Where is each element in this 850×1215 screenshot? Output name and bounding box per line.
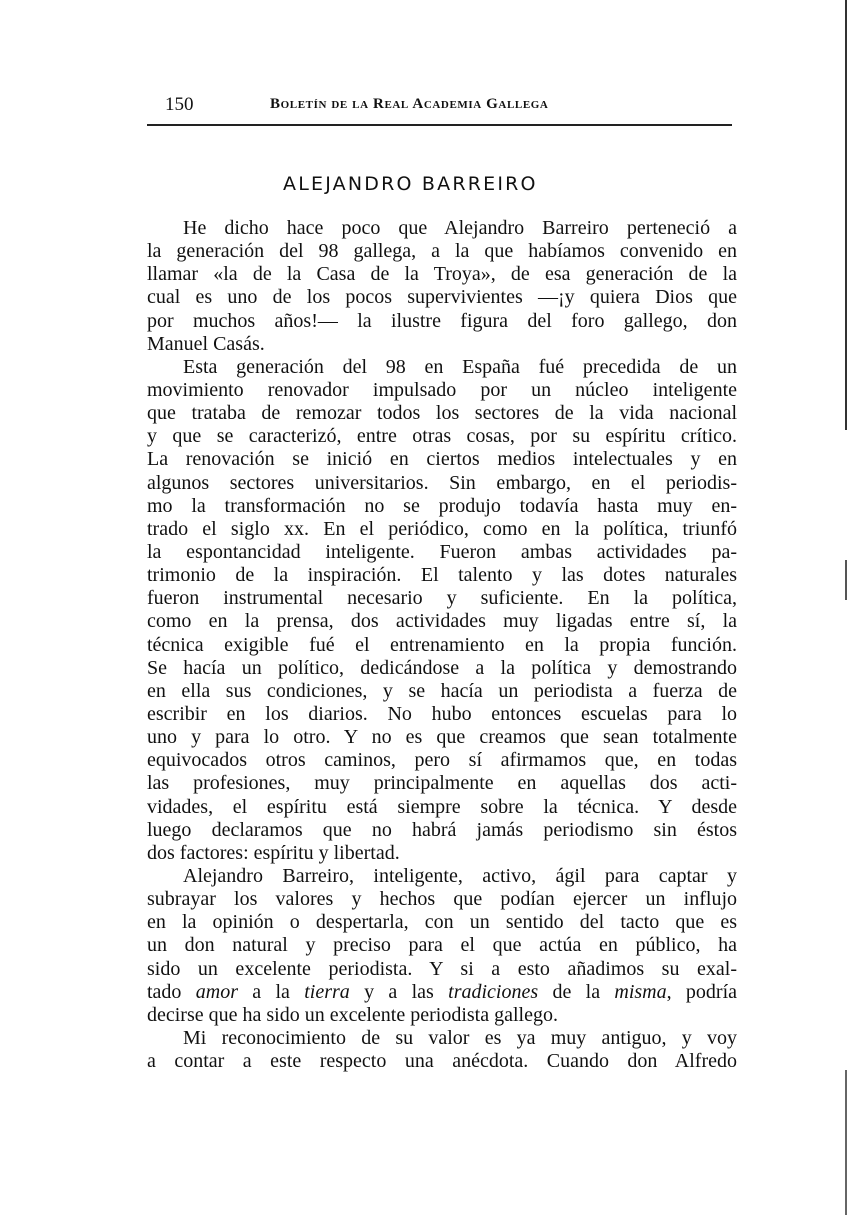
article-body: [147, 217, 737, 1073]
text-segment: a la: [237, 980, 305, 1003]
text-line: La renovación se inició en ciertos medios intelectuales y en: [147, 448, 737, 471]
page-number: 150: [165, 94, 194, 115]
running-title: Boletín de la Real Academia Gallega: [270, 96, 549, 112]
italic-text: tierra: [304, 980, 350, 1003]
text-line: Mi reconocimiento de su valor es ya muy antiguo, y voy: [183, 1026, 737, 1049]
text-line: algunos sectores universitarios. Sin embargo, en el periodis-: [147, 471, 737, 494]
text-line: equivocados otros caminos, pero sí afirmamos que, en todas: [147, 749, 737, 772]
text-line: que trataba de remozar todos los sectores de la vida nacional: [147, 402, 737, 425]
text-line: en la opinión o despertarla, con un sentido del tacto que es: [147, 911, 737, 934]
text-line: movimiento renovador impulsado por un núcleo inteligente: [147, 378, 737, 401]
text-line: un don natural y preciso para el que actúa en público, ha: [147, 934, 737, 957]
text-line: la espontancidad inteligente. Fueron ambas actividades pa-: [147, 540, 737, 563]
text-line: las profesiones, muy principalmente en aquellas dos acti-: [147, 772, 737, 795]
text-line: por muchos años!— la ilustre figura del foro gallego, don: [147, 309, 737, 332]
running-header: [147, 94, 732, 124]
text-line: Manuel Casás.: [147, 332, 265, 355]
text-line: y que se caracterizó, entre otras cosas, por su espíritu crítico.: [147, 425, 737, 448]
text-line: la generación del 98 gallega, a la que habíamos convenido en: [147, 240, 737, 263]
paragraph: [147, 356, 737, 865]
text-line: luego declaramos que no habrá jamás periodismo sin éstos: [147, 818, 737, 841]
paragraph: [147, 865, 737, 1027]
italic-text: misma: [614, 980, 667, 1003]
text-segment: tado: [147, 980, 196, 1003]
paragraph: [147, 217, 737, 356]
text-line: Esta generación del 98 en España fué precedida de un: [183, 355, 737, 378]
text-line: fueron instrumental necesario y suficiente. En la política,: [147, 587, 737, 610]
text-line: técnica exigible fué el entrenamiento en la propia función.: [147, 633, 737, 656]
text-line: decirse que ha sido un excelente periodista gallego.: [147, 1003, 558, 1026]
text-line: cual es uno de los pocos supervivientes —¡y quiera Dios que: [147, 286, 737, 309]
text-line: trado el siglo xx. En el periódico, como en la política, triunfó: [147, 517, 737, 540]
scan-edge-artifact: [845, 0, 847, 430]
text-segment: y a las: [349, 980, 449, 1003]
text-line: sido un excelente periodista. Y si a esto añadimos su exal-: [147, 957, 737, 980]
text-line: subrayar los valores y hechos que podían ejercer un influjo: [147, 888, 737, 911]
paragraph: [147, 1027, 737, 1073]
article-title: ALEJANDRO BARREIRO: [283, 173, 538, 195]
text-line: Alejandro Barreiro, inteligente, activo, ágil para captar y: [183, 864, 737, 887]
text-line: He dicho hace poco que Alejandro Barreiro perteneció a: [183, 217, 737, 239]
text-segment: , podría: [666, 980, 738, 1003]
text-line: [147, 981, 737, 1004]
text-line: a contar a este respecto una anécdota. Cuando don Alfredo: [147, 1050, 737, 1073]
text-line: vidades, el espíritu está siempre sobre la técnica. Y desde: [147, 795, 737, 818]
text-line: escribir en los diarios. No hubo entonces escuelas para lo: [147, 702, 737, 725]
text-line: en ella sus condiciones, y se hacía un periodista a fuerza de: [147, 679, 737, 702]
scan-edge-artifact: [845, 560, 847, 600]
text-segment: de la: [538, 980, 615, 1003]
text-line: llamar «la de la Casa de la Troya», de esa generación de la: [147, 263, 737, 286]
text-line: como en la prensa, dos actividades muy ligadas entre sí, la: [147, 610, 737, 633]
text-line: mo la transformación no se produjo todavía hasta muy en-: [147, 494, 737, 517]
text-line: uno y para lo otro. Y no es que creamos que sean totalmente: [147, 726, 737, 749]
text-line: Se hacía un político, dedicándose a la política y demostrando: [147, 656, 737, 679]
italic-text: amor: [195, 980, 238, 1003]
italic-text: tradiciones: [448, 980, 539, 1003]
text-line: trimonio de la inspiración. El talento y las dotes naturales: [147, 564, 737, 587]
header-rule: [147, 124, 732, 126]
text-line: dos factores: espíritu y libertad.: [147, 841, 400, 864]
scan-edge-artifact: [845, 1070, 847, 1215]
